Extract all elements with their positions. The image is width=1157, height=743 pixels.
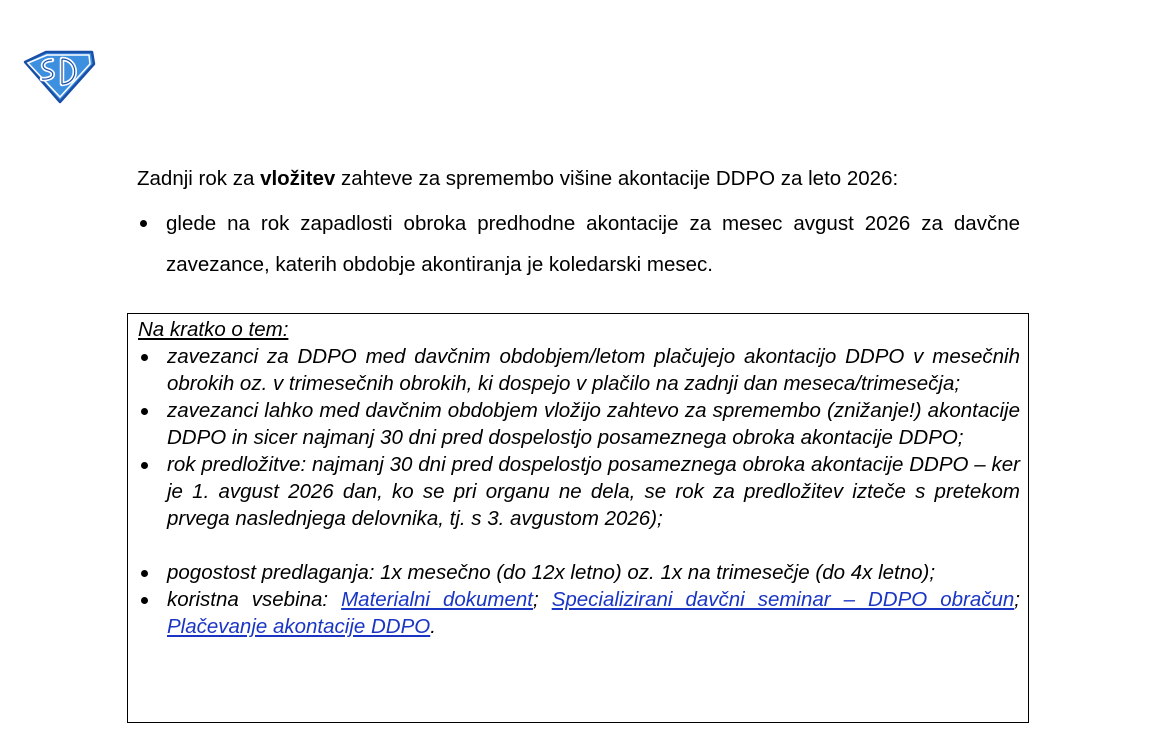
- summary-list: [138, 343, 1020, 640]
- company-logo: [22, 48, 96, 104]
- summary-item-useful-content: [138, 586, 1020, 640]
- link-materialni-dokument[interactable]: Materialni dokument: [341, 588, 533, 611]
- useful-content-end: .: [430, 615, 436, 638]
- summary-item: zavezanci lahko med davčnim obdobjem vložijo zahtevo za spremembo (znižanje!) akontacije DDPO in sicer najmanj 30 dni pred dospelostjo posameznega obroka akontacije DDPO;: [138, 397, 1020, 451]
- intro-bullet-list: [137, 203, 1020, 285]
- summary-item: pogostost predlaganja: 1x mesečno (do 12x letno) oz. 1x na trimesečje (do 4x letno);: [138, 559, 1020, 586]
- summary-item: rok predložitve: najmanj 30 dni pred dospelostjo posameznega obroka akontacije DDPO – ker je 1. avgust 2026 dan, ko se pri organu ne dela, se rok za predložitev izteče s pretekom prvega naslednjega delovnika, tj. s 3. avgustom 2026);: [138, 451, 1020, 532]
- summary-box: [127, 313, 1029, 723]
- link-separator: ;: [533, 588, 552, 611]
- sd-shield-logo-icon: [22, 48, 96, 104]
- intro-text-before: Zadnji rok za: [137, 167, 261, 190]
- intro-text-bold: vložitev: [260, 167, 336, 190]
- link-separator: ;: [1014, 588, 1020, 611]
- useful-content-label: koristna vsebina:: [167, 588, 342, 611]
- link-placevanje-akontacije[interactable]: Plačevanje akontacije DDPO: [167, 615, 431, 638]
- summary-item: zavezanci za DDPO med davčnim obdobjem/letom plačujejo akontacijo DDPO v mesečnih obrokih oz. v trimesečnih obrokih, ki dospejo v plačilo na zadnji dan meseca/trimesečja;: [138, 343, 1020, 397]
- intro-text-after: zahteve za spremembo višine akontacije DDPO za leto 2026:: [335, 167, 899, 190]
- intro-section: [137, 165, 1020, 285]
- intro-bullet: glede na rok zapadlosti obroka predhodne akontacije za mesec avgust 2026 za davčne zavezance, katerih obdobje akontiranja je koledarski mesec.: [137, 203, 1020, 285]
- link-specializirani-seminar[interactable]: Specializirani davčni seminar – DDPO obračun: [551, 588, 1015, 611]
- intro-sentence: [137, 165, 1020, 193]
- summary-heading: Na kratko o tem:: [138, 318, 289, 341]
